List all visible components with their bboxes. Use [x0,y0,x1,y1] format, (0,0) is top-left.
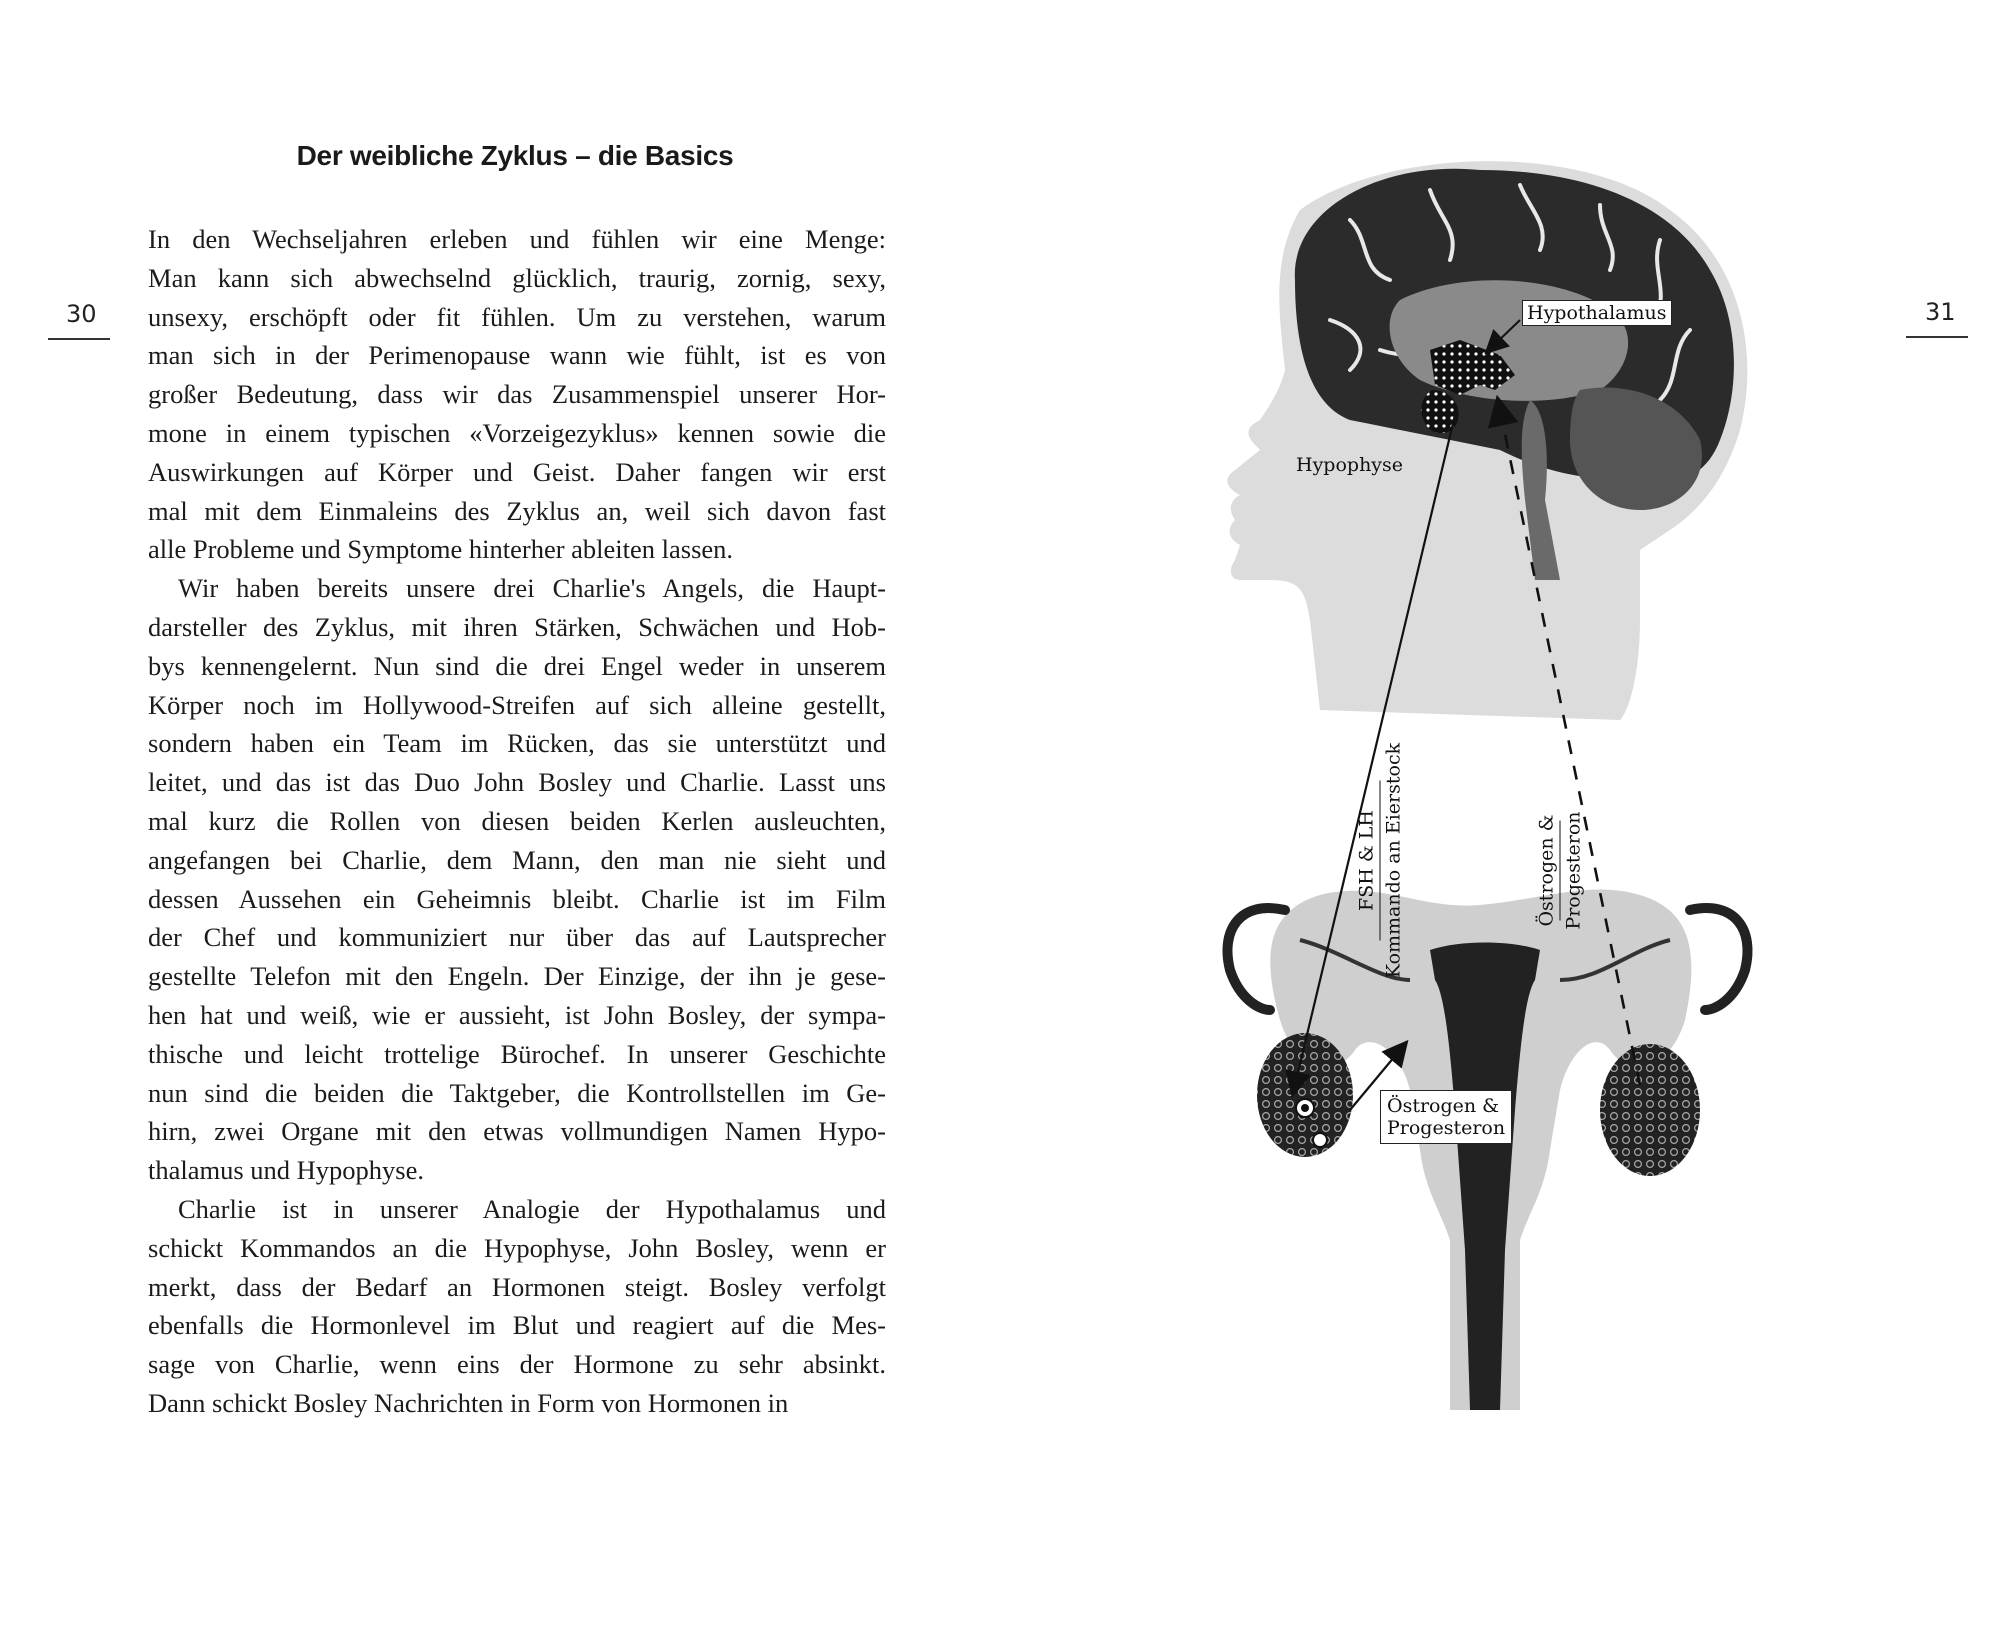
text-line: Körper noch im Hollywood-Streifen auf sich alleine gestellt, [148,689,886,720]
text-line: unsexy, erschöpft oder fit fühlen. Um zu verstehen, warum [148,301,886,332]
label-fsh-lh-vertical [1355,741,1406,981]
text-line: Charlie ist in unserer Analogie der Hypothalamus und [178,1193,886,1224]
text-line: leitet, und das ist das Duo John Bosley und Charlie. Lasst uns [148,767,886,798]
anatomy-drawing [1200,150,1820,1430]
label-separator-2 [1560,821,1561,921]
ovary-right [1600,1044,1700,1176]
text-line: hirn, zwei Organe mit den etwas vollmundigen Namen Hypo- [148,1116,886,1147]
label-oestrogen-box-line1: Östrogen & [1387,1095,1500,1117]
text-line: thische und leicht trottelige Bürochef. In unserer Geschichte [148,1038,886,1069]
label-hypophyse: Hypophyse [1296,454,1404,476]
text-line: ebenfalls die Hormonlevel im Blut und reagiert auf die Mes- [148,1310,886,1341]
text-line: man sich in der Perimenopause wann wie fühlt, ist es von [148,340,886,371]
hormone-axis-illustration [1200,150,1820,1430]
text-line: Man kann sich abwechselnd glücklich, traurig, zornig, sexy, [148,262,886,293]
text-line: Auswirkungen auf Körper und Geist. Daher fangen wir erst [148,456,886,487]
text-line: Wir haben bereits unsere drei Charlie's Angels, die Haupt- [178,573,886,604]
label-oestrogen-box-line2: Progesteron [1387,1117,1506,1139]
page-number-rule-left [48,338,110,340]
label-oestrogen-box [1380,1090,1512,1144]
text-line: nun sind die beiden die Taktgeber, die Kontrollstellen im Ge- [148,1077,886,1108]
chapter-title: Der weibliche Zyklus – die Basics [296,140,734,171]
page-number-right: 31 [1925,298,1956,326]
text-line: bys kennengelernt. Nun sind die drei Engel weder in unserem [148,650,886,681]
ovary-left [1257,1033,1353,1157]
text-line: hen hat und weiß, wie er aussieht, ist John Bosley, der sympa- [148,999,886,1030]
text-line: mal kurz die Rollen von diesen beiden Kerlen ausleuchten, [148,805,886,836]
page-number-rule-right [1906,336,1968,338]
text-line: darsteller des Zyklus, mit ihren Stärken, Schwächen und Hob- [148,611,886,642]
text-line: thalamus und Hypophyse. [148,1155,425,1186]
body-text [148,220,886,1423]
page-number-left: 30 [66,300,97,328]
text-line: mal mit dem Einmaleins des Zyklus an, weil sich davon fast [148,495,886,526]
label-fsh-lh: FSH & LH [1355,810,1378,911]
text-line: gestellte Telefon mit den Engeln. Der Einzige, der ihn je gese- [148,961,886,992]
text-line: sondern haben ein Team im Rücken, das sie unterstützt und [148,728,886,759]
text-line: alle Probleme und Symptome hinterher ableiten lassen. [148,534,734,565]
text-line: dessen Aussehen ein Geheimnis bleibt. Charlie ist im Film [148,883,886,914]
text-line: großer Bedeutung, dass wir das Zusammenspiel unserer Hor- [148,379,886,410]
text-line: Dann schickt Bosley Nachrichten in Form von Hormonen in [148,1387,789,1418]
text-line: sage von Charlie, wenn eins der Hormone zu sehr absinkt. [148,1349,886,1380]
text-line: der Chef und kommuniziert nur über das auf Lautsprecher [148,922,886,953]
text-line: schickt Kommandos an die Hypophyse, John Bosley, wenn er [148,1232,886,1263]
label-oestrogen-line1: Östrogen & [1535,814,1558,927]
text-line: mone in einem typischen «Vorzeigezyklus» kennen sowie die [148,417,886,448]
text-line: merkt, dass der Bedarf an Hormonen steigt. Bosley verfolgt [148,1271,886,1302]
label-kommando: Kommando an Eierstock [1382,742,1405,979]
label-hypothalamus: Hypothalamus [1522,300,1672,326]
text-line: In den Wechseljahren erleben und fühlen wir eine Menge: [148,224,886,254]
label-oestrogen-line2: Progesteron [1562,811,1585,930]
text-line: angefangen bei Charlie, dem Mann, den man nie sieht und [148,844,886,875]
label-separator [1380,781,1381,941]
label-oestrogen-vertical [1535,781,1586,961]
